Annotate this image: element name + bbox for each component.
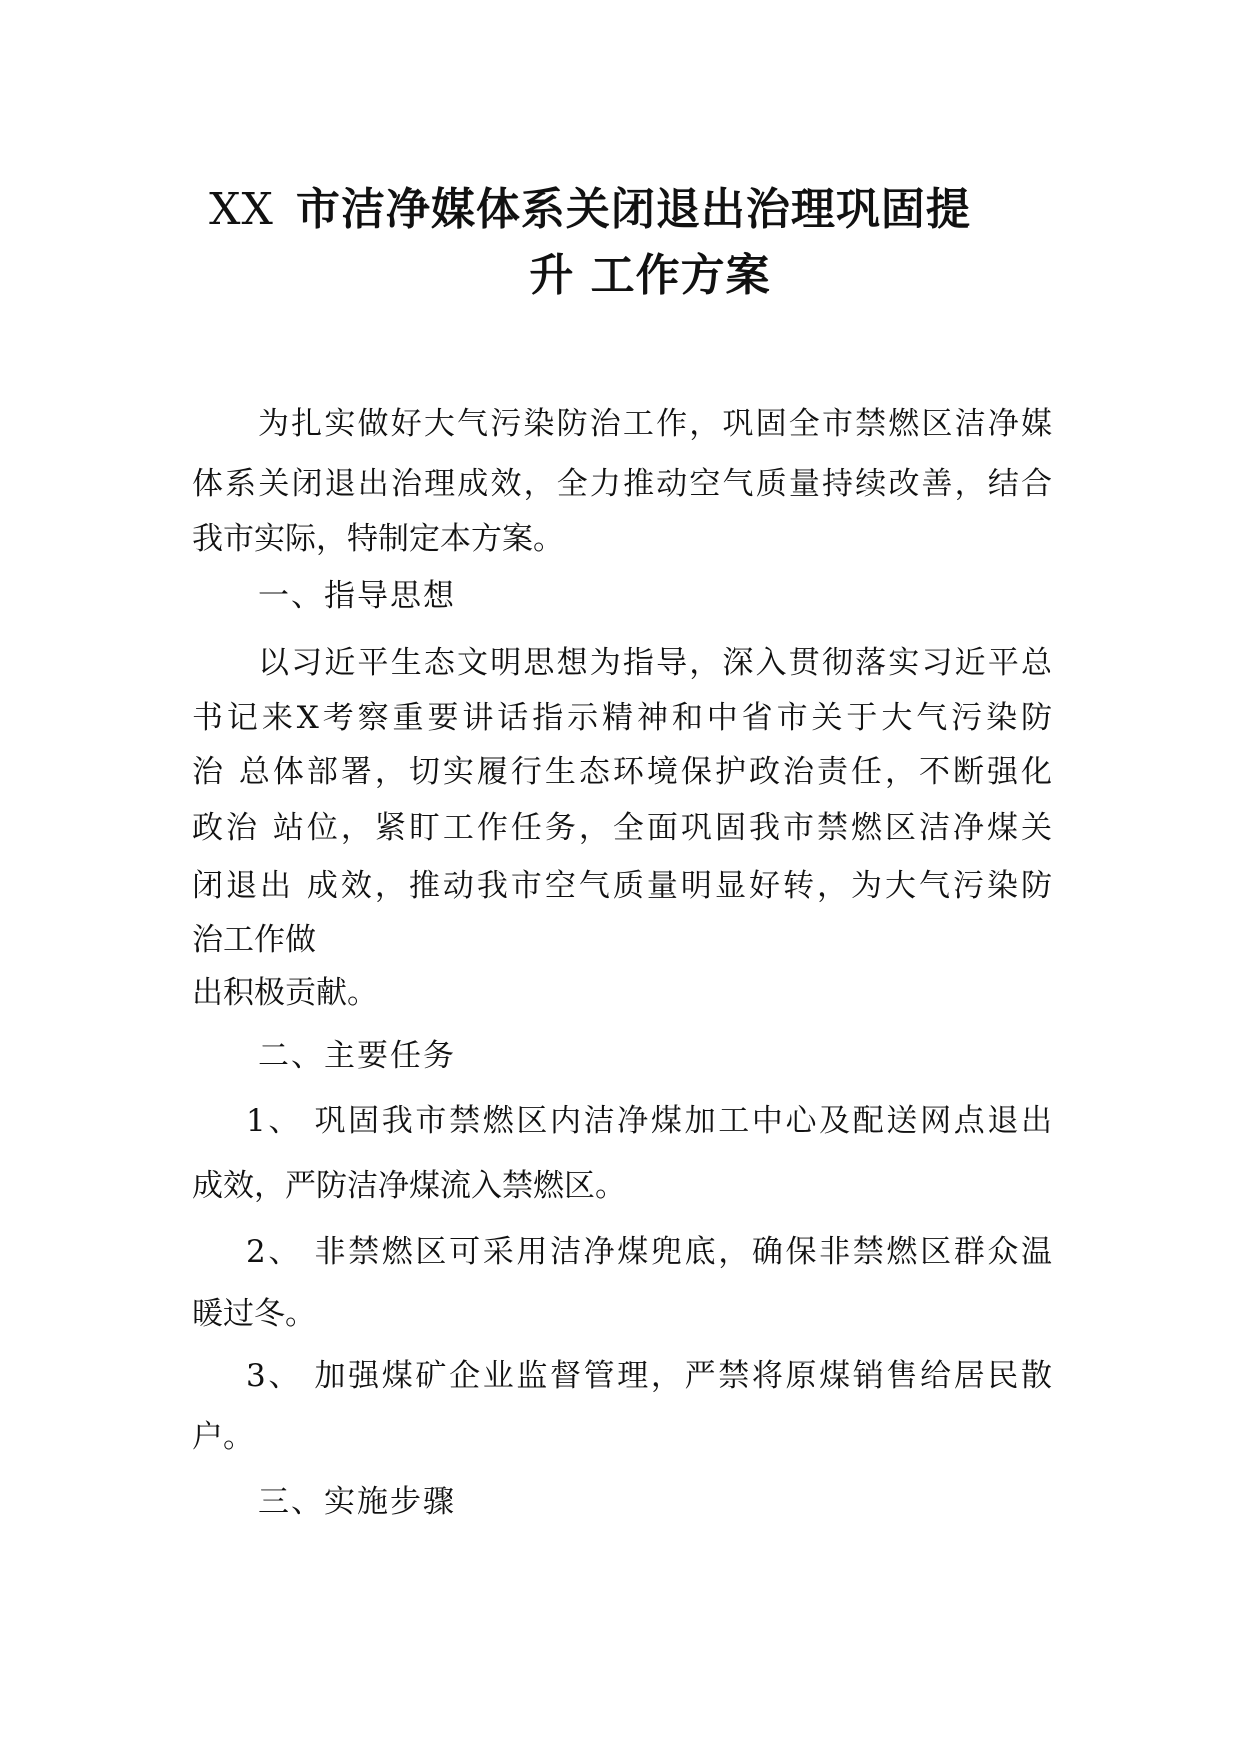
intro-line-2: 体系关闭退出治理成效，全力推动空气质量持续改善，结合	[192, 466, 1052, 502]
title-prefix: XX	[209, 184, 274, 235]
document-title-line-1	[0, 180, 1210, 240]
section1-line-7: 出积极贡献。	[192, 975, 378, 1011]
section-heading-2: 二、主要任务	[258, 1038, 456, 1074]
task-2-line-2: 暖过冬。	[192, 1296, 316, 1332]
document-title-line-2: 升 工作方案	[529, 250, 771, 301]
section-heading-1: 一、指导思想	[258, 578, 456, 614]
section1-line-2: 书记来X考察重要讲话指示精神和中省市关于大气污染防	[192, 700, 1052, 736]
section1-line-1: 以习近平生态文明思想为指导，深入贯彻落实习近平总	[258, 645, 1052, 681]
section-heading-3: 三、实施步骤	[258, 1484, 456, 1520]
task-3-line-1: 3、 加强煤矿企业监督管理，严禁将原煤销售给居民散	[246, 1358, 1052, 1394]
task-1-line-1: 1、 巩固我市禁燃区内洁净煤加工中心及配送网点退出	[246, 1103, 1052, 1139]
intro-line-1: 为扎实做好大气污染防治工作，巩固全市禁燃区洁净媒	[258, 406, 1052, 442]
task-2-line-1: 2、 非禁燃区可采用洁净煤兜底，确保非禁燃区群众温	[246, 1234, 1052, 1270]
intro-line-3: 我市实际，特制定本方案。	[192, 521, 564, 557]
section1-line-3: 治 总体部署，切实履行生态环境保护政治责任，不断强化	[192, 754, 1052, 790]
task-1-line-2: 成效，严防洁净煤流入禁燃区。	[192, 1168, 626, 1204]
task-3-line-2: 户。	[192, 1419, 254, 1455]
section1-line-4: 政治 站位，紧盯工作任务，全面巩固我市禁燃区洁净煤关	[192, 810, 1052, 846]
section1-line-6: 治工作做	[192, 922, 316, 958]
title-main: 市洁净媒体系关闭退出治理巩固提	[295, 184, 971, 235]
section1-line-5: 闭退出 成效，推动我市空气质量明显好转，为大气污染防	[192, 868, 1052, 904]
